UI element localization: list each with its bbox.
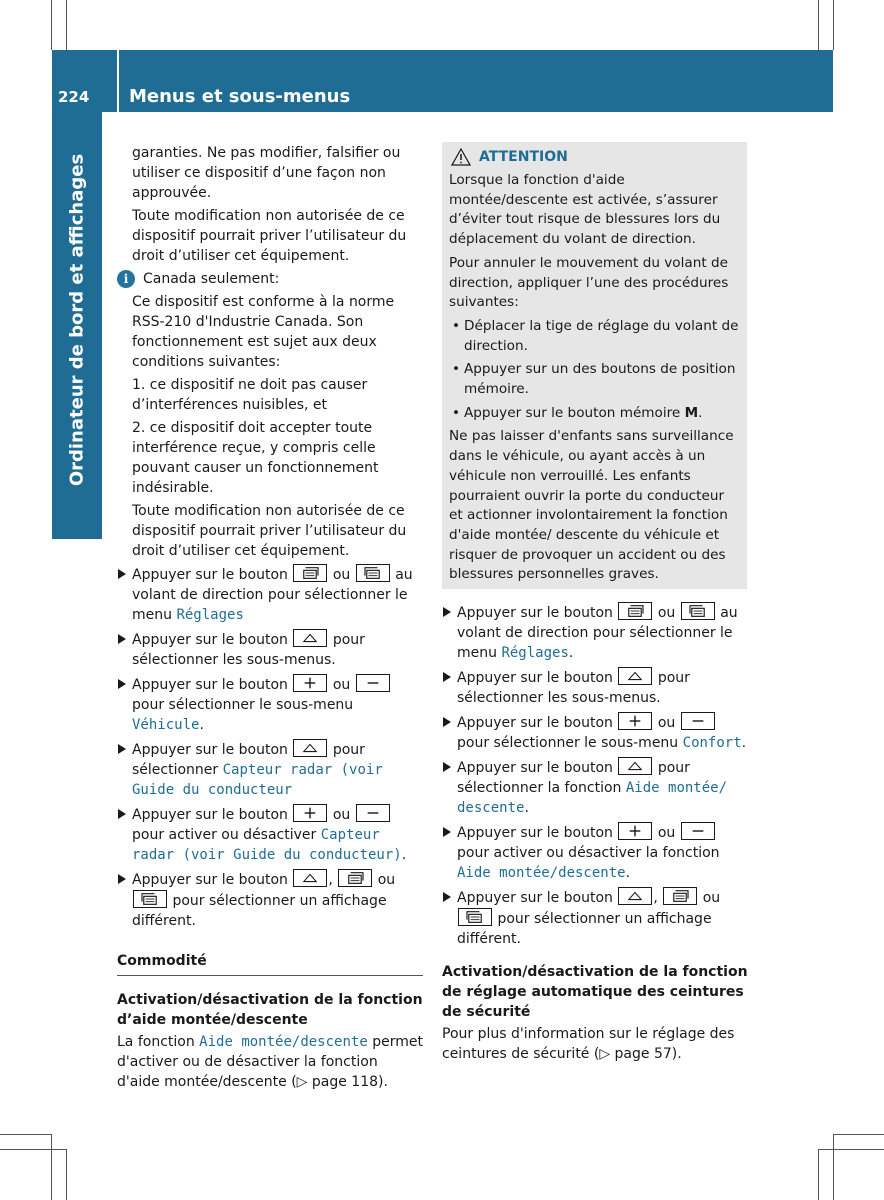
plus-key-icon xyxy=(618,712,652,730)
instruction-step: Appuyer sur le bouton ou pour sélectionner le sous-menu Véhicule. xyxy=(117,674,423,735)
minus-key-icon xyxy=(356,804,390,822)
right-column xyxy=(442,602,748,953)
instruction-step: Appuyer sur le bouton pour sélectionner les sous-menus. xyxy=(117,629,423,670)
crop-mark xyxy=(51,0,52,50)
sub-heading: Activation/désactivation de la fonction d’aide montée/descente xyxy=(117,992,423,1028)
instruction-step: Appuyer sur le bouton ou au volant de direction pour sélectionner le menu Réglages xyxy=(117,564,423,625)
back-key-icon xyxy=(293,629,327,647)
crop-mark xyxy=(818,0,819,50)
arrow-icon xyxy=(118,679,126,689)
arrow-icon xyxy=(443,607,451,617)
plus-key-icon xyxy=(293,674,327,692)
back-key-icon xyxy=(618,887,652,905)
info-label: Canada seulement: xyxy=(143,271,280,287)
submenu-name: Confort xyxy=(682,735,742,751)
arrow-icon xyxy=(443,672,451,682)
crop-mark xyxy=(66,0,67,50)
paragraph: Toute modification non autorisée de ce dispositif pourrait priver l’utilisateur du droit d’utiliser cet équipement. xyxy=(132,503,407,559)
warning-bullet: • Appuyer sur le bouton mémoire M. xyxy=(452,404,703,421)
crop-mark xyxy=(0,1134,52,1135)
instruction-step: Appuyer sur le bouton , ou pour sélectionner un affichage différent. xyxy=(117,869,423,931)
arrow-icon xyxy=(118,744,126,754)
arrow-icon xyxy=(118,874,126,884)
crop-mark xyxy=(66,1149,67,1200)
info-note xyxy=(117,269,423,289)
page-title: Menus et sous-menus xyxy=(129,86,351,107)
arrow-icon xyxy=(118,569,126,579)
menu-name: Réglages xyxy=(176,607,244,623)
page-forward-key-icon xyxy=(458,908,492,926)
back-key-icon xyxy=(293,869,327,887)
paragraph: Pour plus d'information sur le réglage des ceintures de sécurité (▷ page 57). xyxy=(442,1026,735,1062)
left-column xyxy=(117,143,423,1095)
crop-mark xyxy=(818,1149,819,1200)
function-name: Capteur radar (voir Guide du conducteur) xyxy=(132,827,402,863)
back-key-icon xyxy=(618,757,652,775)
arrow-icon xyxy=(443,892,451,902)
instruction-step: Appuyer sur le bouton ou pour sélectionner le sous-menu Confort. xyxy=(442,712,748,753)
function-name: Aide montée/descente xyxy=(199,1034,368,1050)
warning-box xyxy=(442,142,747,589)
page-back-key-icon xyxy=(338,869,372,887)
plus-key-icon xyxy=(293,804,327,822)
crop-mark xyxy=(0,1149,66,1150)
crop-mark xyxy=(833,1134,884,1135)
warning-paragraph: Pour annuler le mouvement du volant de direction, appliquer l’une des procédures suivantes: xyxy=(449,254,729,311)
crop-mark xyxy=(818,1149,884,1150)
menu-name: Réglages xyxy=(501,645,569,661)
instruction-step: Appuyer sur le bouton pour sélectionner Capteur radar (voir Guide du conducteur xyxy=(117,739,423,800)
side-tab-label: Ordinateur de bord et affichages xyxy=(66,153,88,487)
info-icon: i xyxy=(117,270,135,288)
submenu-name: Véhicule xyxy=(132,717,200,733)
paragraph: 1. ce dispositif ne doit pas causer d’interférences nuisibles, et xyxy=(132,377,368,413)
function-name: Capteur radar (voir Guide du conducteur xyxy=(132,762,383,798)
plus-key-icon xyxy=(618,822,652,840)
arrow-icon xyxy=(443,717,451,727)
paragraph: Ce dispositif est conforme à la norme RSS-210 d'Industrie Canada. Son fonctionnement est sujet aux deux conditions suivantes: xyxy=(132,294,395,370)
instruction-step: Appuyer sur le bouton ou pour activer ou désactiver la fonction Aide montée/descente. xyxy=(442,822,748,883)
page-number: 224 xyxy=(58,88,90,106)
arrow-icon xyxy=(443,827,451,837)
instruction-step: Appuyer sur le bouton pour sélectionner la fonction Aide montée/ descente. xyxy=(442,757,748,818)
warning-paragraph: Ne pas laisser d'enfants sans surveillance dans le véhicule, ou ayant accès à un véhicule non verrouillé. Les enfants pourraient ouvrir la porte du conducteur et actionner involontairement la fonction d'aide montée/ descente du véhicule et risquer de provoquer un accident ou des blessures personnelles graves. xyxy=(449,428,734,583)
page-forward-key-icon xyxy=(681,602,715,620)
paragraph: 2. ce dispositif doit accepter toute interférence reçue, y compris celle pouvant causer un fonctionnement indésirable. xyxy=(132,420,379,496)
paragraph: Toute modification non autorisée de ce dispositif pourrait priver l’utilisateur du droit d’utiliser cet équipement. xyxy=(132,208,407,264)
warning-bullet: • Appuyer sur un des boutons de position mémoire. xyxy=(452,361,736,398)
page-forward-key-icon xyxy=(133,890,167,908)
instruction-step: Appuyer sur le bouton ou pour activer ou désactiver Capteur radar (voir Guide du conducteur). xyxy=(117,804,423,865)
back-key-icon xyxy=(618,667,652,685)
function-name: Aide montée/ descente xyxy=(457,780,728,816)
warning-triangle-icon xyxy=(451,148,471,166)
header-divider xyxy=(117,50,119,112)
crop-mark xyxy=(833,1134,834,1200)
instruction-step: Appuyer sur le bouton pour sélectionner les sous-menus. xyxy=(442,667,748,708)
arrow-icon xyxy=(118,809,126,819)
minus-key-icon xyxy=(681,822,715,840)
page-back-key-icon xyxy=(663,887,697,905)
page-back-key-icon xyxy=(293,564,327,582)
page-back-key-icon xyxy=(618,602,652,620)
instruction-step: Appuyer sur le bouton , ou pour sélectionner un affichage différent. xyxy=(442,887,748,949)
crop-mark xyxy=(51,1134,52,1200)
sub-heading: Activation/désactivation de la fonction de réglage automatique des ceintures de sécurité xyxy=(442,964,748,1020)
instruction-step: Appuyer sur le bouton ou au volant de direction pour sélectionner le menu Réglages. xyxy=(442,602,748,663)
warning-heading: ATTENTION xyxy=(449,146,740,168)
minus-key-icon xyxy=(356,674,390,692)
page-forward-key-icon xyxy=(356,564,390,582)
minus-key-icon xyxy=(681,712,715,730)
paragraph: garanties. Ne pas modifier, falsifier ou utiliser ce dispositif d’une façon non approuvée. xyxy=(132,145,401,201)
warning-paragraph: Lorsque la fonction d'aide montée/descente est activée, s’assurer d’éviter tout risque de blessures lors du déplacement du volant de direction. xyxy=(449,172,721,248)
arrow-icon xyxy=(118,634,126,644)
back-key-icon xyxy=(293,739,327,757)
warning-bullet: • Déplacer la tige de réglage du volant de direction. xyxy=(452,317,739,354)
right-section xyxy=(442,962,752,1067)
section-heading: Commodité xyxy=(117,951,423,976)
paragraph: La fonction Aide montée/descente permet d'activer ou de désactiver la fonction d'aide montée/descente (▷ page 118). xyxy=(117,1034,423,1090)
crop-mark xyxy=(833,0,834,50)
function-name: Aide montée/descente xyxy=(457,865,626,881)
arrow-icon xyxy=(443,762,451,772)
